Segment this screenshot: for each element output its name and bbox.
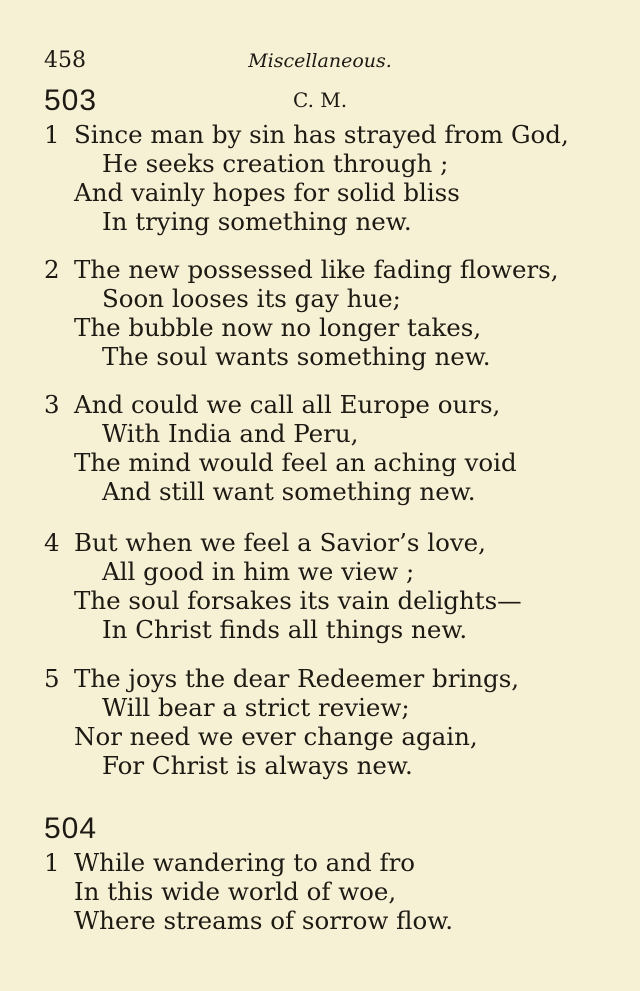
verse-line: 1 Since man by sin has strayed from God, [44,120,569,149]
verse-line: In this wide world of woe, [74,877,397,906]
verse-line: 2 The new possessed like fading flowers, [44,255,559,284]
verse-line: All good in him we view ; [102,557,415,586]
verse-line: With India and Peru, [102,419,359,448]
stanza [44,528,604,644]
verse-line: Will bear a strict review; [102,693,410,722]
page-number: 458 [44,48,86,73]
stanza-number: 5 [44,664,60,693]
stanza-number: 3 [44,390,60,419]
verse-line: The bubble now no longer takes, [74,313,482,342]
verse-line: And vainly hopes for solid bliss [74,178,460,207]
verse-line: In trying something new. [102,207,412,236]
verse-line: He seeks creation through ; [102,149,449,178]
verse-line: 3 And could we call all Europe ours, [44,390,501,419]
verse-line: Nor need we ever change again, [74,722,478,751]
stanza-number: 2 [44,255,60,284]
stanza-number: 1 [44,848,60,877]
hymn-number: 504 [44,812,98,845]
verse-line: The mind would feel an aching void [74,448,517,477]
verse-line: For Christ is always new. [102,751,413,780]
stanza [44,664,604,780]
page-header [44,48,596,80]
stanza-number: 1 [44,120,60,149]
hymn-meter: C. M. [293,88,348,112]
stanza [44,848,604,935]
running-title: Miscellaneous. [248,50,392,72]
verse-line: 4 But when we feel a Savior’s love, [44,528,486,557]
verse-line: The soul wants something new. [102,342,491,371]
verse-line: 1 While wandering to and fro [44,848,416,877]
stanza [44,390,604,506]
stanza-number: 4 [44,528,60,557]
stanza [44,120,604,236]
verse-line: Soon looses its gay hue; [102,284,401,313]
verse-line: Where streams of sorrow flow. [74,906,454,935]
verse-line: 5 The joys the dear Redeemer brings, [44,664,520,693]
verse-line: And still want something new. [102,477,476,506]
hymn-number: 503 [44,84,98,117]
verse-line: In Christ finds all things new. [102,615,468,644]
verse-line: The soul forsakes its vain delights— [74,586,522,615]
stanza [44,255,604,371]
